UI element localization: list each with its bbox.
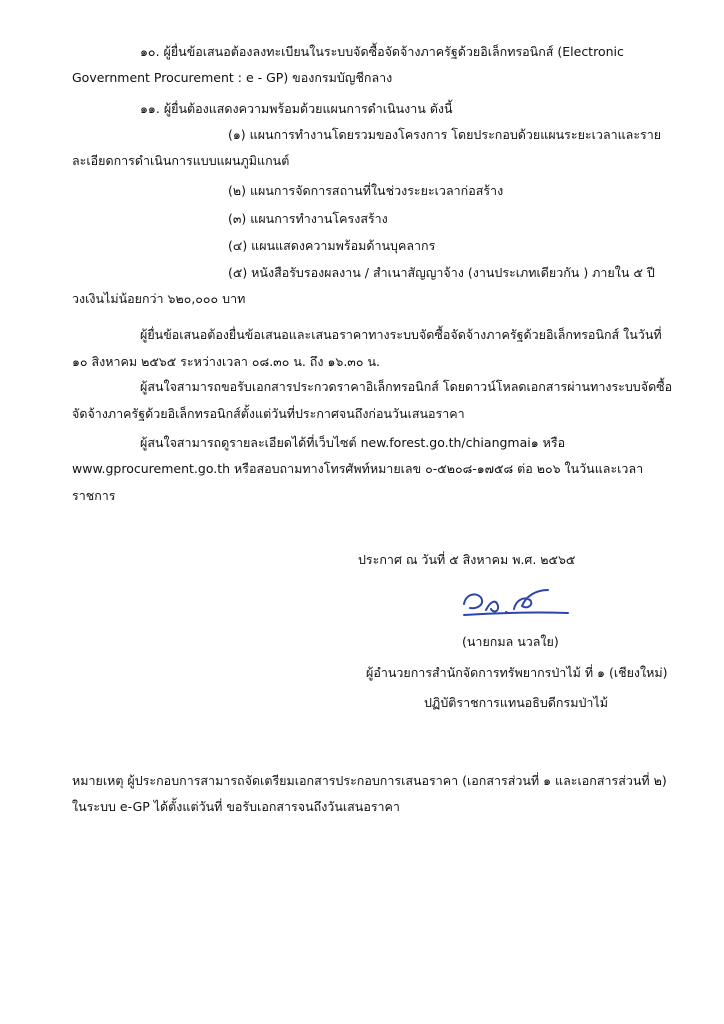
announce-date: ประกาศ ณ วันที่ ๕ สิงหาคม พ.ศ. ๒๕๖๕ (358, 552, 576, 567)
details-line-2: www.gprocurement.go.th หรือสอบถามทางโทรศัพท์หมายเลข ๐-๕๒๐๘-๑๗๕๘ ต่อ ๒๐๖ ในวันและเวลา (72, 461, 644, 476)
submission-line-1: ผู้ยื่นข้อเสนอต้องยื่นข้อเสนอและเสนอราคาทางระบบจัดซื้อจัดจ้างภาครัฐด้วยอิเล็กทรอนิกส์ ในวันที่ (140, 327, 662, 342)
submission-line-2: ๑๐ สิงหาคม ๒๕๖๕ ระหว่างเวลา ๐๘.๓๐ น. ถึง ๑๖.๓๐ น. (72, 354, 380, 369)
signer-name: (นายกมล นวลใย) (462, 634, 559, 649)
item-11-sub1-line-2: ละเอียดการดำเนินการแบบแผนภูมิแกนต์ (72, 153, 290, 168)
item-11-sub5-line-2: วงเงินไม่น้อยกว่า ๖๒๐,๐๐๐ บาท (72, 291, 246, 306)
signer-acting: ปฏิบัติราชการแทนอธิบดีกรมป่าไม้ (424, 695, 608, 710)
remark-line-1: หมายเหตุ ผู้ประกอบการสามารถจัดเตรียมเอกสารประกอบการเสนอราคา (เอกสารส่วนที่ ๑ และเอกสารส่วนที่ ๒) (72, 773, 667, 788)
details-line-3: ราชการ (72, 488, 116, 503)
signature-image (456, 582, 576, 622)
item-11-sub3: (๓) แผนการทำงานโครงสร้าง (228, 211, 388, 226)
download-line-1: ผู้สนใจสามารถขอรับเอกสารประกวดราคาอิเล็กทรอนิกส์ โดยดาวน์โหลดเอกสารผ่านทางระบบจัดซื้อ (140, 379, 673, 394)
details-line-1: ผู้สนใจสามารถดูรายละเอียดได้ที่เว็บไซต์ new.forest.go.th/chiangmai๑ หรือ (140, 435, 566, 450)
item-11-sub1-line-1: (๑) แผนการทำงานโดยรวมของโครงการ โดยประกอบด้วยแผนระยะเวลาและราย (228, 127, 662, 142)
item-11-sub5-line-1: (๕) หนังสือรับรองผลงาน / สำเนาสัญญาจ้าง (งานประเภทเดียวกัน ) ภายใน ๕ ปี (228, 265, 655, 280)
download-line-2: จัดจ้างภาครัฐด้วยอิเล็กทรอนิกส์ตั้งแต่วันที่ประกาศจนถึงก่อนวันเสนอราคา (72, 406, 465, 421)
signer-position: ผู้อำนวยการสำนักจัดการทรัพยากรป่าไม้ ที่ ๑ (เชียงใหม่) (366, 665, 668, 680)
remark-line-2: ในระบบ e-GP ได้ตั้งแต่วันที่ ขอรับเอกสารจนถึงวันเสนอราคา (72, 799, 400, 814)
item-11-header: ๑๑. ผู้ยื่นต้องแสดงความพร้อมด้วยแผนการดำเนินงาน ดังนี้ (140, 101, 453, 116)
item-11-sub2: (๒) แผนการจัดการสถานที่ในช่วงระยะเวลาก่อสร้าง (228, 183, 504, 198)
item-10-line-1: ๑๐. ผู้ยื่นข้อเสนอต้องลงทะเบียนในระบบจัดซื้อจัดจ้างภาครัฐด้วยอิเล็กทรอนิกส์ (Electronic (140, 44, 624, 59)
item-11-sub4: (๔) แผนแสดงความพร้อมด้านบุคลากร (228, 238, 436, 253)
item-10-line-2: Government Procurement : e - GP) ของกรมบัญชีกลาง (72, 70, 393, 85)
